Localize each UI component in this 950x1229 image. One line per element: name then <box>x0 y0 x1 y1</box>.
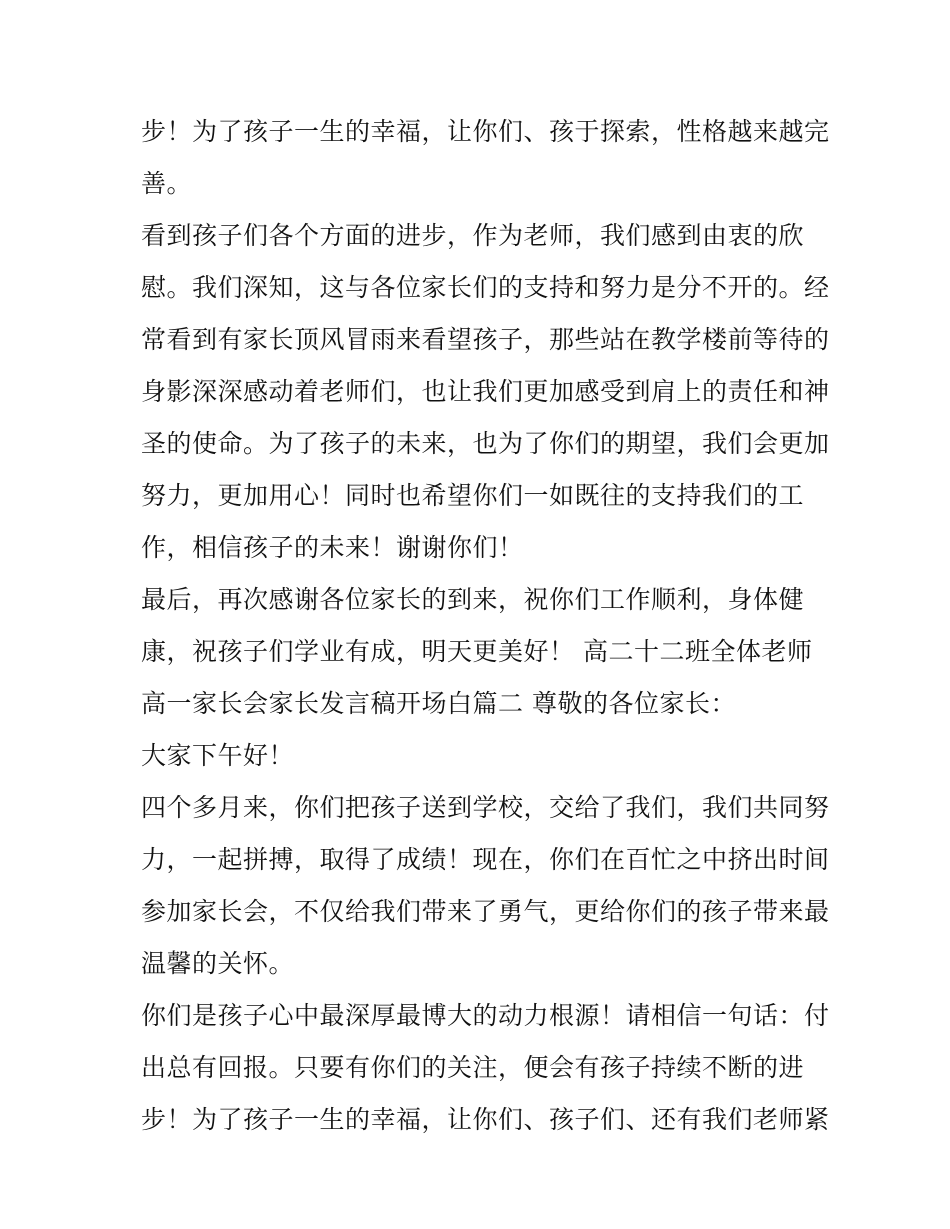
text-line: 善。 <box>141 169 193 198</box>
text-line: 慰。我们深知，这与各位家长们的支持和努力是分不开的。经 <box>141 273 830 302</box>
text-line: 作，相信孩子的未来！谢谢你们！ <box>141 533 524 562</box>
text-line: 四个多月来，你们把孩子送到学校，交给了我们，我们共同努 <box>141 793 830 822</box>
text-line: 康，祝孩子们学业有成，明天更美好！ 高二十二班全体老师 <box>141 637 813 666</box>
text-line: 圣的使命。为了孩子的未来，也为了你们的期望，我们会更加 <box>141 429 830 458</box>
text-line: 最后，再次感谢各位家长的到来，祝你们工作顺利，身体健 <box>141 585 805 614</box>
text-line: 身影深深感动着老师们，也让我们更加感受到肩上的责任和神 <box>141 377 830 406</box>
text-line: 常看到有家长顶风冒雨来看望孩子，那些站在教学楼前等待的 <box>141 325 830 354</box>
document-body <box>141 106 830 1146</box>
text-line: 大家下午好！ <box>141 741 295 770</box>
text-line: 参加家长会，不仅给我们带来了勇气，更给你们的孩子带来最 <box>141 897 830 926</box>
text-line: 力，一起拼搏，取得了成绩！现在，你们在百忙之中挤出时间 <box>141 845 830 874</box>
text-line: 温馨的关怀。 <box>141 949 295 978</box>
text-line: 看到孩子们各个方面的进步，作为老师，我们感到由衷的欣 <box>141 221 805 250</box>
text-line: 努力，更加用心！同时也希望你们一如既往的支持我们的工 <box>141 481 805 510</box>
text-line: 步！为了孩子一生的幸福，让你们、孩子们、还有我们老师紧 <box>141 1105 830 1134</box>
text-line: 出总有回报。只要有你们的关注，便会有孩子持续不断的进 <box>141 1053 805 1082</box>
text-line: 高一家长会家长发言稿开场白篇二 尊敬的各位家长： <box>141 689 736 718</box>
text-line: 步！为了孩子一生的幸福，让你们、孩于探索，性格越来越完 <box>141 117 830 146</box>
text-line: 你们是孩子心中最深厚最博大的动力根源！请相信一句话：付 <box>141 1001 830 1030</box>
